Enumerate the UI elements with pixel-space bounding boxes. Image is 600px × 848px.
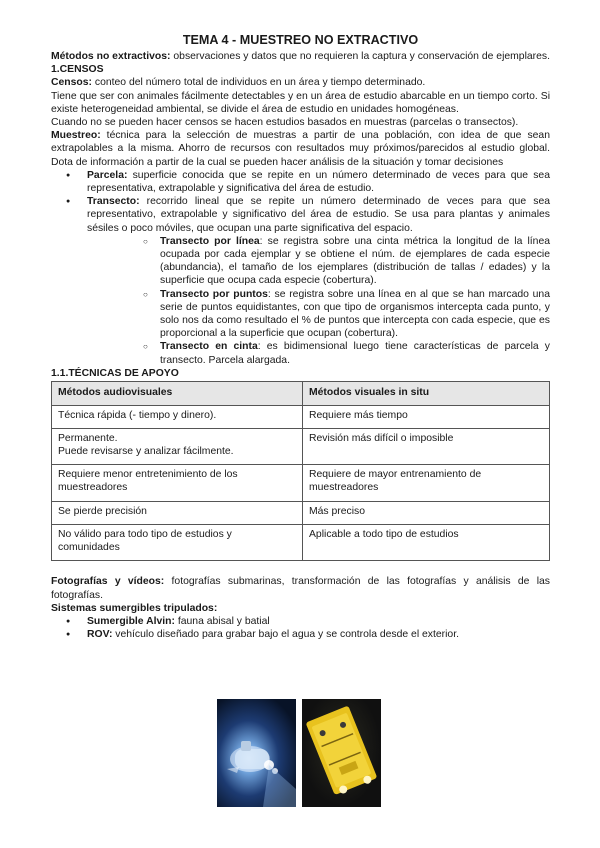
censos-paragraph <box>51 76 550 89</box>
table-cell-line: Puede revisarse y analizar fácilmente. <box>58 445 234 457</box>
table-cell: No válido para todo tipo de estudios y comunidades <box>52 525 303 561</box>
list-item-transecto <box>51 195 550 367</box>
sublist-item-label: Transecto por puntos <box>160 288 268 300</box>
sublist-item-text: : se registra sobre una cinta métrica la longitud de la línea ocupada por cada ejemplar y se obtiene el núm. de ejemplares de cada especie (abundancia), el tamaño de los ejemplares (distribución de tallas / edades) y la superficie que ocupa cada especie (cobertura). <box>160 235 550 287</box>
muestreo-label: Muestreo: <box>51 130 101 142</box>
list-item-text: superficie conocida que se repite en un número determinado de veces para que sea representativa, extrapolable y significativa del área de estudio. <box>87 169 550 195</box>
page-title: TEMA 4 - MUESTREO NO EXTRACTIVO <box>182 33 419 47</box>
sublist-item-text: : se registra sobre una línea en al que se han marcado una serie de puntos equidistantes, con que tipo de organismos intercepta cada punto, y solo nos da como resultado el % de puntos que intercepta con cada especie, que es proporcional a la superficie que ocupan (cobertura). <box>160 288 550 340</box>
table-cell: Técnica rápida (- tiempo y dinero). <box>52 405 303 429</box>
sistemas-heading: Sistemas sumergibles tripulados: <box>51 602 218 614</box>
table-cell: Se pierde precisión <box>52 501 303 525</box>
table-row <box>52 465 550 501</box>
tecnicas-heading: 1.1.TÉCNICAS DE APOYO <box>51 367 179 379</box>
list-item-label: Parcela: <box>87 169 128 181</box>
submersible-images <box>217 699 383 807</box>
table-cell: Requiere de mayor entrenamiento de muestreadores <box>303 465 550 501</box>
fotos-text: fotografías submarinas, transformación de las fotografías y análisis de las fotografías. <box>51 576 550 601</box>
sublist-item-text: : es bidimensional luego tiene características de parcela y transecto. Parcela alargada. <box>160 341 550 366</box>
intro-paragraph <box>51 50 550 63</box>
rov-illustration <box>302 699 381 807</box>
list-item-alvin <box>51 615 550 628</box>
muestreo-paragraph <box>51 129 550 169</box>
yellow-rov-photo <box>302 699 381 807</box>
comparison-table <box>51 381 550 561</box>
list-item-rov <box>51 628 550 641</box>
censos-paragraph-3: Cuando no se pueden hacer censos se hacen estudios basados en muestras (parcelas o transectos). <box>51 117 519 129</box>
sampling-list <box>51 169 550 367</box>
fotos-paragraph <box>51 575 550 601</box>
transecto-sublist <box>87 235 550 367</box>
censos-text: conteo del número total de individuos en un área y tiempo determinado. <box>92 77 426 89</box>
sublist-item-label: Transecto en cinta <box>160 341 258 353</box>
table-header: Métodos visuales in situ <box>303 382 550 406</box>
table-header-row <box>52 382 550 406</box>
sublist-item-linea <box>87 235 550 288</box>
list-item-label: ROV: <box>87 629 113 641</box>
table-cell: Requiere menor entretenimiento de los muestreadores <box>52 465 303 501</box>
list-item-text: fauna abisal y batial <box>174 616 270 628</box>
sistemas-list <box>51 615 550 641</box>
list-item-parcela <box>51 169 550 195</box>
sublist-item-puntos <box>87 288 550 341</box>
censos-label: Censos: <box>51 77 92 89</box>
list-item-label: Transecto: <box>87 196 140 208</box>
list-item-text: vehículo diseñado para grabar bajo el agua y se controla desde el exterior. <box>112 629 459 641</box>
censos-heading: 1.CENSOS <box>51 64 104 76</box>
fotos-label: Fotografías y vídeos: <box>51 576 165 588</box>
table-row <box>52 405 550 429</box>
intro-label: Métodos no extractivos: <box>51 51 171 62</box>
table-cell: Más preciso <box>303 501 550 525</box>
table-cell-line: Permanente. <box>58 433 118 445</box>
table-row <box>52 501 550 525</box>
sublist-item-label: Transecto por línea <box>160 235 260 247</box>
table-cell <box>52 429 303 465</box>
alvin-illustration <box>217 699 296 807</box>
alvin-submersible-photo <box>217 699 296 807</box>
table-cell: Requiere más tiempo <box>303 405 550 429</box>
list-item-text: recorrido lineal que se repite un número determinado de veces para que sea representativo, extrapolable y significativo del área de estudio. Se usa para plantas y animales sésiles o poco móviles, que ocupan una parte significativa del espacio. <box>87 196 550 234</box>
table-cell: Revisión más difícil o imposible <box>303 429 550 465</box>
table-cell: Aplicable a todo tipo de estudios <box>303 525 550 561</box>
sublist-item-cinta <box>87 340 550 366</box>
censos-paragraph-2: Tiene que ser con animales fácilmente detectables y en un área de estudio abarcable en un tiempo corto. Si existe heterogeneidad ambiental, se divide el área de estudio en unidades homogéneas. <box>51 90 550 115</box>
list-item-label: Sumergible Alvin: <box>87 616 175 628</box>
document-page <box>51 32 550 641</box>
muestreo-text: técnica para la selección de muestras a partir de una población, con idea de que sean extrapolables a la misma. Ahorro de recursos con resultados muy próximos/parecidos al estudio global. Dota de información a partir de la cual se pueden hacer análisis de la situación y tomar decisiones <box>51 130 550 168</box>
intro-text: observaciones y datos que no requieren la captura y conservación de ejemplares. <box>170 51 550 62</box>
table-row <box>52 525 550 561</box>
table-row <box>52 429 550 465</box>
table-header: Métodos audiovisuales <box>52 382 303 406</box>
